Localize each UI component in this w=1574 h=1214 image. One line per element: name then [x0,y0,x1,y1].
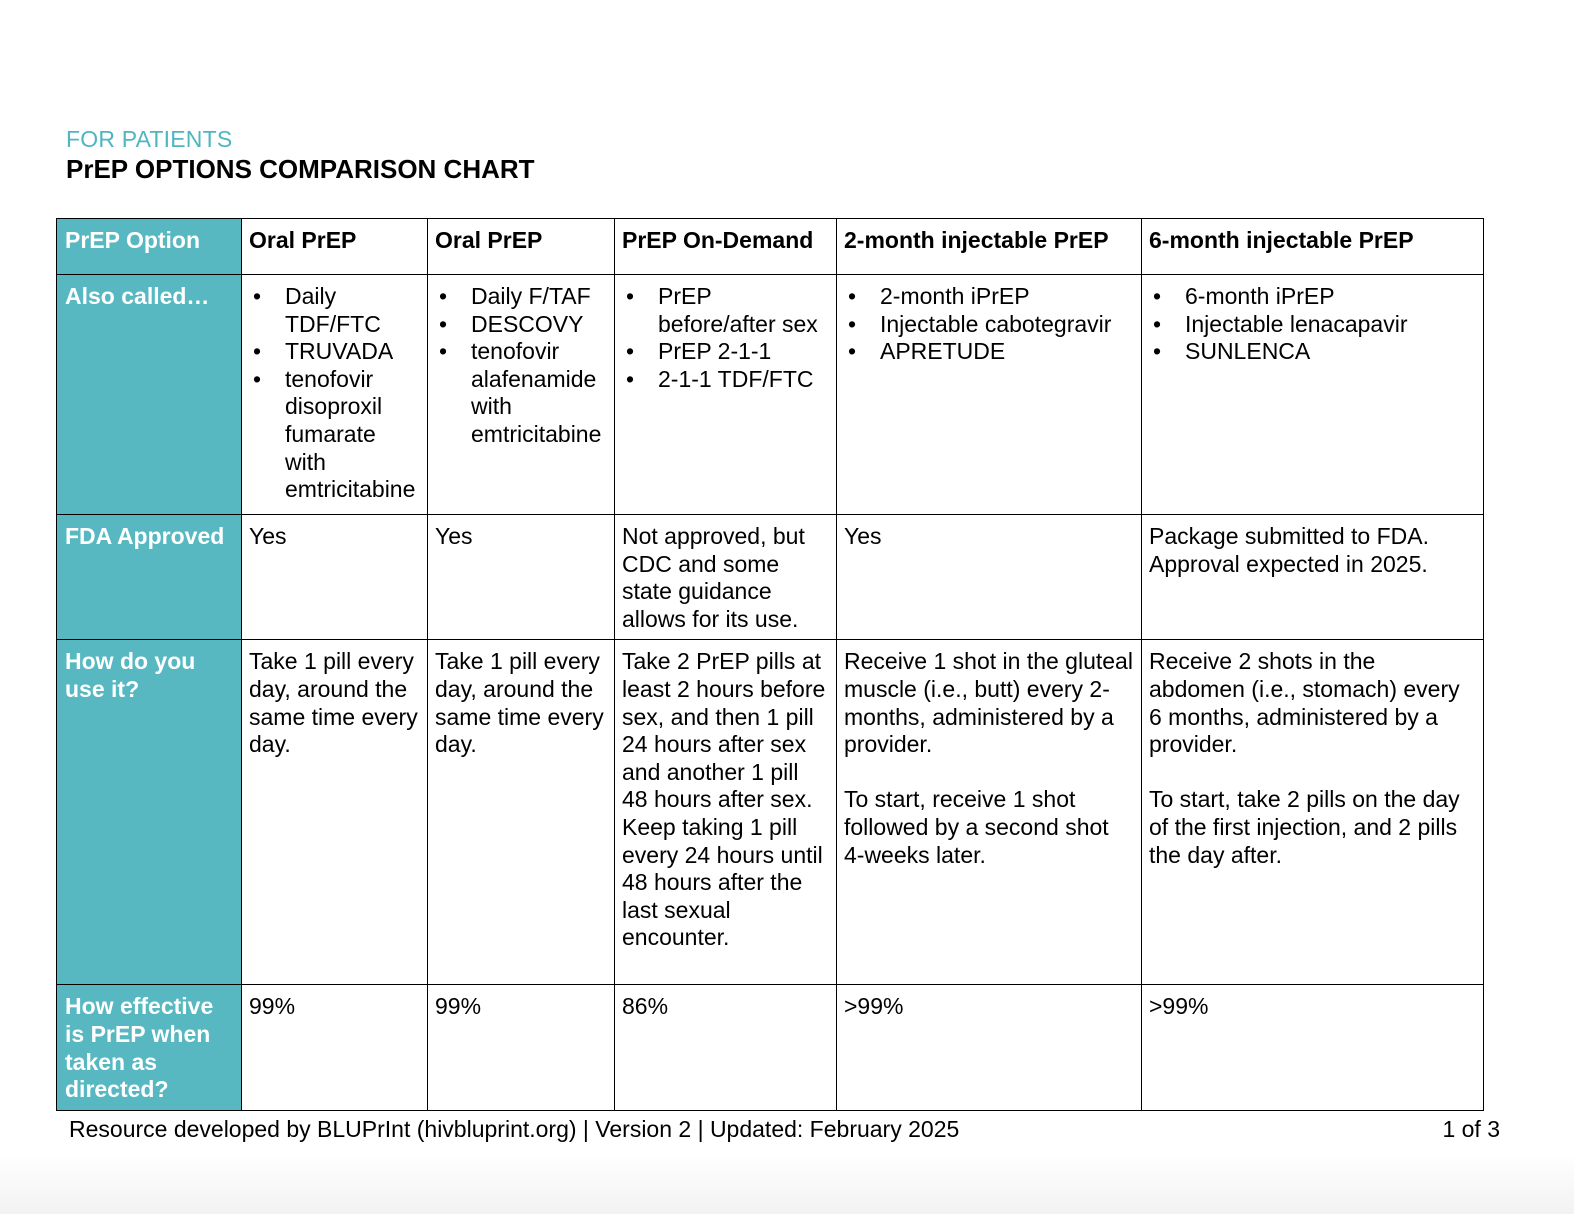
audience-label: FOR PATIENTS [66,126,233,152]
table-cell [242,640,428,985]
cell-paragraph: Take 2 PrEP pills at least 2 hours before sex, and then 1 pill 24 hours after sex and another 1 pill 48 hours after sex. Keep taking 1 pill every 24 hours until 48 hours after the last sexual encounter. [622,648,826,951]
column-header: 2-month injectable PrEP [837,219,1142,275]
list-item: • TRUVADA [285,338,421,366]
cell-paragraph: Take 1 pill every day, around the same time every day. [249,648,418,758]
list-item: • tenofovir alafenamide with emtricitabine [471,338,608,448]
list-item: • 6-month iPrEP [1185,283,1477,311]
bullet-list [1149,283,1477,366]
table-cell: >99% [1142,985,1484,1111]
table-cell [615,640,837,985]
list-item: • Injectable cabotegravir [880,311,1135,339]
column-header: Oral PrEP [428,219,615,275]
row-label-effectiveness: How effective is PrEP when taken as directed? [57,985,242,1111]
list-item: • DESCOVY [471,311,608,339]
table-cell: 99% [242,985,428,1111]
cell-paragraph: To start, take 2 pills on the day of the first injection, and 2 pills the day after. [1149,786,1460,868]
table-cell [615,275,837,515]
table-cell [428,275,615,515]
table-cell [1142,640,1484,985]
cell-paragraph: To start, receive 1 shot followed by a second shot 4-weeks later. [844,786,1109,868]
table-cell: Yes [428,515,615,640]
header-row [57,219,1484,275]
row-label-fda-approved: FDA Approved [57,515,242,640]
cell-paragraph: Take 1 pill every day, around the same time every day. [435,648,604,758]
list-item: • APRETUDE [880,338,1135,366]
list-item: • Daily TDF/FTC [285,283,421,338]
page-number: 1 of 3 [1442,1116,1500,1142]
list-item: • Daily F/TAF [471,283,608,311]
column-header: Oral PrEP [242,219,428,275]
table-cell [428,640,615,985]
table-cell: Yes [837,515,1142,640]
column-header: PrEP On-Demand [615,219,837,275]
table-cell [837,640,1142,985]
list-item: • Injectable lenacapavir [1185,311,1477,339]
bullet-list [249,283,421,504]
page-bottom-shade [0,1154,1574,1214]
list-item: • 2-month iPrEP [880,283,1135,311]
table-cell: Package submitted to FDA. Approval expected in 2025. [1142,515,1484,640]
page-title: PrEP OPTIONS COMPARISON CHART [66,154,535,184]
table-cell: >99% [837,985,1142,1111]
also-called-row [57,275,1484,515]
list-item: • SUNLENCA [1185,338,1477,366]
cell-paragraph: Receive 1 shot in the gluteal muscle (i.e., butt) every 2-months, administered by a provider. [844,648,1133,758]
cell-paragraph: Receive 2 shots in the abdomen (i.e., stomach) every 6 months, administered by a provider. [1149,648,1460,758]
fda-approved-row [57,515,1484,640]
list-item: • PrEP before/after sex [658,283,830,338]
table-cell: 86% [615,985,837,1111]
bullet-list [435,283,608,449]
how-to-use-row [57,640,1484,985]
list-item: • tenofovir disoproxil fumarate with emtricitabine [285,366,421,504]
list-item: • 2-1-1 TDF/FTC [658,366,830,394]
row-label-also-called: Also called… [57,275,242,515]
footer-credit: Resource developed by BLUPrInt (hivbluprint.org) | Version 2 | Updated: February 2025 [69,1116,960,1142]
prep-comparison-table [56,218,1484,1111]
prep-option-header: PrEP Option [57,219,242,275]
table-cell [837,275,1142,515]
table-cell: Yes [242,515,428,640]
bullet-list [844,283,1135,366]
table-cell: 99% [428,985,615,1111]
bullet-list [622,283,830,393]
table-cell: Not approved, but CDC and some state guidance allows for its use. [615,515,837,640]
row-label-how-to-use: How do you use it? [57,640,242,985]
table-cell [242,275,428,515]
list-item: • PrEP 2-1-1 [658,338,830,366]
effectiveness-row [57,985,1484,1111]
table-cell [1142,275,1484,515]
column-header: 6-month injectable PrEP [1142,219,1484,275]
